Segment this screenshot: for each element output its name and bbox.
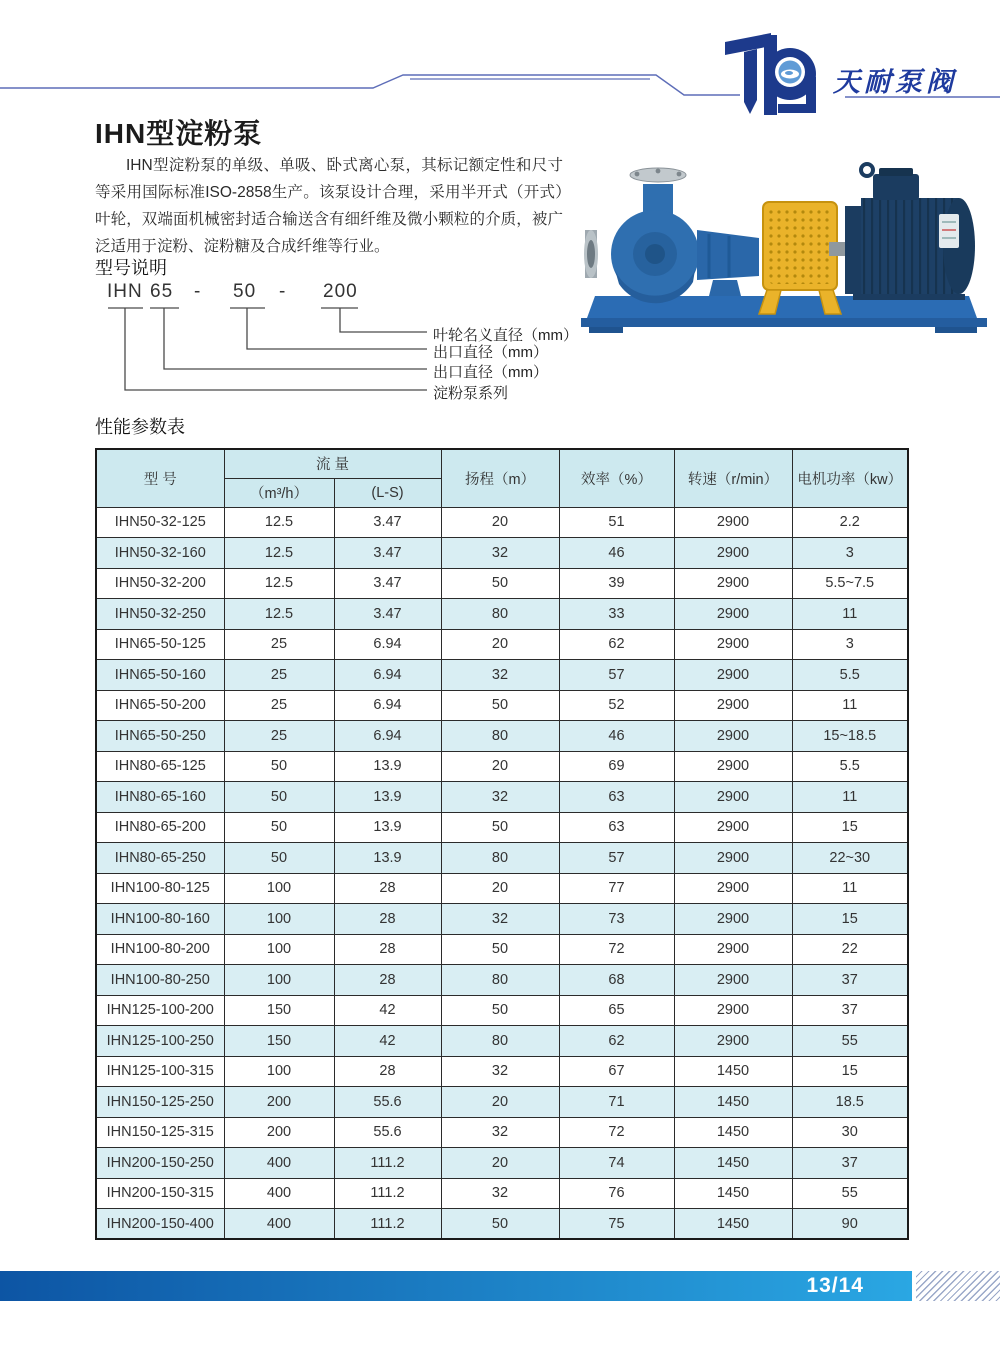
table-cell: 11 [792,599,908,630]
model-code-outlet: 50 [233,281,257,302]
table-cell: 111.2 [334,1148,441,1179]
footer-bar [0,1271,912,1301]
table-cell: 2900 [674,629,792,660]
table-cell: 1450 [674,1056,792,1087]
table-cell: 90 [792,1209,908,1240]
table-cell: 15 [792,904,908,935]
table-cell: 5.5~7.5 [792,568,908,599]
table-cell: 111.2 [334,1178,441,1209]
table-cell: IHN50-32-160 [96,538,224,569]
table-cell: 2900 [674,782,792,813]
table-cell: IHN50-32-125 [96,507,224,538]
table-cell: 5.5 [792,660,908,691]
table-cell: 12.5 [224,538,334,569]
model-code-separator: - [194,281,202,302]
table-cell: 20 [441,629,559,660]
table-row [96,1087,908,1118]
table-cell: 20 [441,873,559,904]
table-cell: 100 [224,904,334,935]
table-cell: IHN100-80-160 [96,904,224,935]
table-cell: 42 [334,1026,441,1057]
table-cell: 22~30 [792,843,908,874]
model-code-impeller: 200 [323,281,358,302]
table-cell: 51 [559,507,674,538]
table-cell: IHN100-80-250 [96,965,224,996]
table-cell: 2900 [674,599,792,630]
table-cell: 6.94 [334,660,441,691]
table-cell: 25 [224,721,334,752]
table-cell: 12.5 [224,599,334,630]
table-cell: 13.9 [334,843,441,874]
table-cell: 25 [224,690,334,721]
table-cell: 20 [441,1148,559,1179]
table-cell: 72 [559,1117,674,1148]
table-cell: 2900 [674,538,792,569]
table-cell: 50 [441,995,559,1026]
table-cell: 12.5 [224,507,334,538]
table-row [96,1117,908,1148]
table-cell: 28 [334,904,441,935]
table-cell: 80 [441,1026,559,1057]
table-cell: 55.6 [334,1087,441,1118]
model-label-impeller-diameter: 叶轮名义直径（mm） [433,327,578,344]
table-cell: 1450 [674,1209,792,1240]
table-cell: 13.9 [334,751,441,782]
table-cell: IHN65-50-250 [96,721,224,752]
table-cell: 18.5 [792,1087,908,1118]
table-cell: 28 [334,934,441,965]
model-label-inlet-diameter: 出口直径（mm） [433,364,548,381]
model-label-outlet-diameter: 出口直径（mm） [433,344,548,361]
table-cell: 13.9 [334,812,441,843]
table-cell: 2900 [674,904,792,935]
table-cell: 50 [224,812,334,843]
table-cell: 6.94 [334,629,441,660]
table-header-row [96,449,908,478]
table-cell: 55 [792,1026,908,1057]
column-header-head: 扬程（m） [441,449,559,507]
table-cell: IHN125-100-200 [96,995,224,1026]
table-cell: IHN150-125-250 [96,1087,224,1118]
table-row [96,934,908,965]
table-cell: IHN65-50-125 [96,629,224,660]
table-cell: IHN50-32-250 [96,599,224,630]
table-row [96,507,908,538]
table-cell: 32 [441,1117,559,1148]
performance-table [95,448,909,1240]
table-cell: 22 [792,934,908,965]
table-cell: 37 [792,995,908,1026]
table-cell: 32 [441,1178,559,1209]
table-cell: 80 [441,599,559,630]
brand-logo [720,22,816,124]
table-cell: IHN200-150-315 [96,1178,224,1209]
table-cell: IHN100-80-200 [96,934,224,965]
table-row [96,873,908,904]
table-cell: 32 [441,782,559,813]
table-cell: 32 [441,1056,559,1087]
table-cell: 2900 [674,507,792,538]
table-cell: 2900 [674,1026,792,1057]
table-cell: IHN150-125-315 [96,1117,224,1148]
table-cell: 62 [559,1026,674,1057]
table-cell: 50 [441,934,559,965]
table-cell: 80 [441,721,559,752]
brand-logo-icon [720,22,816,124]
table-cell: 400 [224,1178,334,1209]
table-cell: 1450 [674,1148,792,1179]
table-cell: 50 [224,782,334,813]
table-cell: IHN65-50-160 [96,660,224,691]
table-cell: 2.2 [792,507,908,538]
table-cell: 37 [792,965,908,996]
table-cell: 15~18.5 [792,721,908,752]
table-row [96,1209,908,1240]
table-row [96,904,908,935]
table-cell: 65 [559,995,674,1026]
table-cell: 32 [441,904,559,935]
table-cell: 77 [559,873,674,904]
table-cell: 39 [559,568,674,599]
table-cell: 50 [441,1209,559,1240]
table-cell: 25 [224,660,334,691]
table-cell: 3.47 [334,538,441,569]
table-cell: 111.2 [334,1209,441,1240]
table-row [96,1148,908,1179]
table-cell: IHN80-65-160 [96,782,224,813]
table-cell: 2900 [674,965,792,996]
table-cell: 20 [441,751,559,782]
table-cell: 100 [224,934,334,965]
table-cell: 57 [559,660,674,691]
table-cell: 3.47 [334,507,441,538]
table-cell: 15 [792,812,908,843]
table-row [96,599,908,630]
table-cell: 3.47 [334,599,441,630]
table-cell: 63 [559,782,674,813]
table-cell: 73 [559,904,674,935]
table-row [96,538,908,569]
table-cell: IHN125-100-250 [96,1026,224,1057]
table-cell: 50 [224,751,334,782]
table-cell: 3 [792,629,908,660]
model-code-separator: - [279,281,287,302]
footer-stripes-decoration [916,1271,1000,1301]
table-cell: 75 [559,1209,674,1240]
table-cell: 11 [792,873,908,904]
table-cell: 2900 [674,660,792,691]
table-cell: 50 [441,568,559,599]
table-cell: 1450 [674,1178,792,1209]
model-code-series: IHN [107,281,143,302]
table-cell: IHN125-100-315 [96,1056,224,1087]
performance-table-heading: 性能参数表 [95,417,185,437]
table-cell: IHN80-65-125 [96,751,224,782]
table-row [96,721,908,752]
table-cell: 6.94 [334,690,441,721]
column-header-efficiency: 效率（%） [559,449,674,507]
table-row [96,660,908,691]
table-cell: 150 [224,1026,334,1057]
table-cell: 2900 [674,873,792,904]
table-cell: 80 [441,965,559,996]
table-cell: 46 [559,538,674,569]
table-cell: 50 [441,690,559,721]
table-cell: 6.94 [334,721,441,752]
table-cell: 15 [792,1056,908,1087]
table-cell: 2900 [674,843,792,874]
table-cell: 52 [559,690,674,721]
table-cell: IHN80-65-250 [96,843,224,874]
column-header-power: 电机功率（kw） [792,449,908,507]
table-row [96,1178,908,1209]
table-row [96,1026,908,1057]
pump-product-image [566,144,1000,346]
table-row [96,995,908,1026]
table-cell: 80 [441,843,559,874]
page-title: IHN型淀粉泵 [95,118,263,149]
table-cell: 200 [224,1087,334,1118]
table-cell: IHN200-150-400 [96,1209,224,1240]
table-cell: 67 [559,1056,674,1087]
table-cell: 32 [441,538,559,569]
table-cell: 55.6 [334,1117,441,1148]
table-cell: 2900 [674,995,792,1026]
table-cell: 57 [559,843,674,874]
table-cell: 33 [559,599,674,630]
table-cell: 100 [224,965,334,996]
table-cell: 150 [224,995,334,1026]
table-cell: 30 [792,1117,908,1148]
table-cell: 37 [792,1148,908,1179]
table-row [96,751,908,782]
table-cell: IHN80-65-200 [96,812,224,843]
table-cell: 68 [559,965,674,996]
table-cell: IHN65-50-200 [96,690,224,721]
table-row [96,812,908,843]
table-cell: IHN50-32-200 [96,568,224,599]
performance-table-body [96,507,908,1239]
table-cell: 1450 [674,1117,792,1148]
table-cell: 42 [334,995,441,1026]
table-row [96,843,908,874]
column-header-flow-ls: (L-S) [334,478,441,507]
table-cell: 11 [792,690,908,721]
table-cell: 28 [334,1056,441,1087]
table-cell: 2900 [674,568,792,599]
table-cell: IHN100-80-125 [96,873,224,904]
table-cell: 5.5 [792,751,908,782]
table-cell: 100 [224,1056,334,1087]
table-cell: 71 [559,1087,674,1118]
table-cell: IHN200-150-250 [96,1148,224,1179]
table-cell: 55 [792,1178,908,1209]
table-cell: 76 [559,1178,674,1209]
table-cell: 1450 [674,1087,792,1118]
model-code-diagram [95,281,620,411]
model-label-series: 淀粉泵系列 [433,385,509,402]
table-cell: 12.5 [224,568,334,599]
table-cell: 200 [224,1117,334,1148]
table-cell: 100 [224,873,334,904]
table-cell: 3.47 [334,568,441,599]
column-header-speed: 转速（r/min） [674,449,792,507]
table-cell: 11 [792,782,908,813]
page-number: 13/14 [806,1274,864,1297]
table-cell: 2900 [674,812,792,843]
table-cell: 2900 [674,934,792,965]
table-cell: 400 [224,1148,334,1179]
table-row [96,690,908,721]
table-cell: 63 [559,812,674,843]
table-cell: 69 [559,751,674,782]
table-row [96,965,908,996]
table-cell: 25 [224,629,334,660]
table-cell: 46 [559,721,674,752]
table-row [96,1056,908,1087]
table-cell: 50 [224,843,334,874]
table-cell: 2900 [674,721,792,752]
brand-name: 天耐泵阀 [833,67,957,97]
table-cell: 28 [334,873,441,904]
table-cell: 62 [559,629,674,660]
table-cell: 400 [224,1209,334,1240]
column-header-flow: 流 量 [224,449,441,478]
table-cell: 28 [334,965,441,996]
table-row [96,629,908,660]
table-cell: 2900 [674,690,792,721]
product-description: IHN型淀粉泵的单级、单吸、卧式离心泵，其标记额定性和尺寸等采用国际标准ISO-2858生产。该泵设计合理，采用半开式（开式）叶轮，双端面机械密封适合输送含有细纤维及微小颗粒的介质，被广泛适用于淀粉、淀粉糖及合成纤维等行业。 [95,157,563,255]
model-code-inlet: 65 [150,281,174,302]
model-explanation-heading: 型号说明 [95,258,167,278]
table-row [96,568,908,599]
column-header-flow-m3h: （m³/h） [224,478,334,507]
column-header-model: 型 号 [96,449,224,507]
table-cell: 20 [441,507,559,538]
table-cell: 20 [441,1087,559,1118]
table-cell: 72 [559,934,674,965]
pump-illustration [566,144,1000,346]
table-cell: 32 [441,660,559,691]
table-cell: 2900 [674,751,792,782]
table-row [96,782,908,813]
table-cell: 74 [559,1148,674,1179]
table-cell: 50 [441,812,559,843]
table-cell: 3 [792,538,908,569]
table-cell: 13.9 [334,782,441,813]
